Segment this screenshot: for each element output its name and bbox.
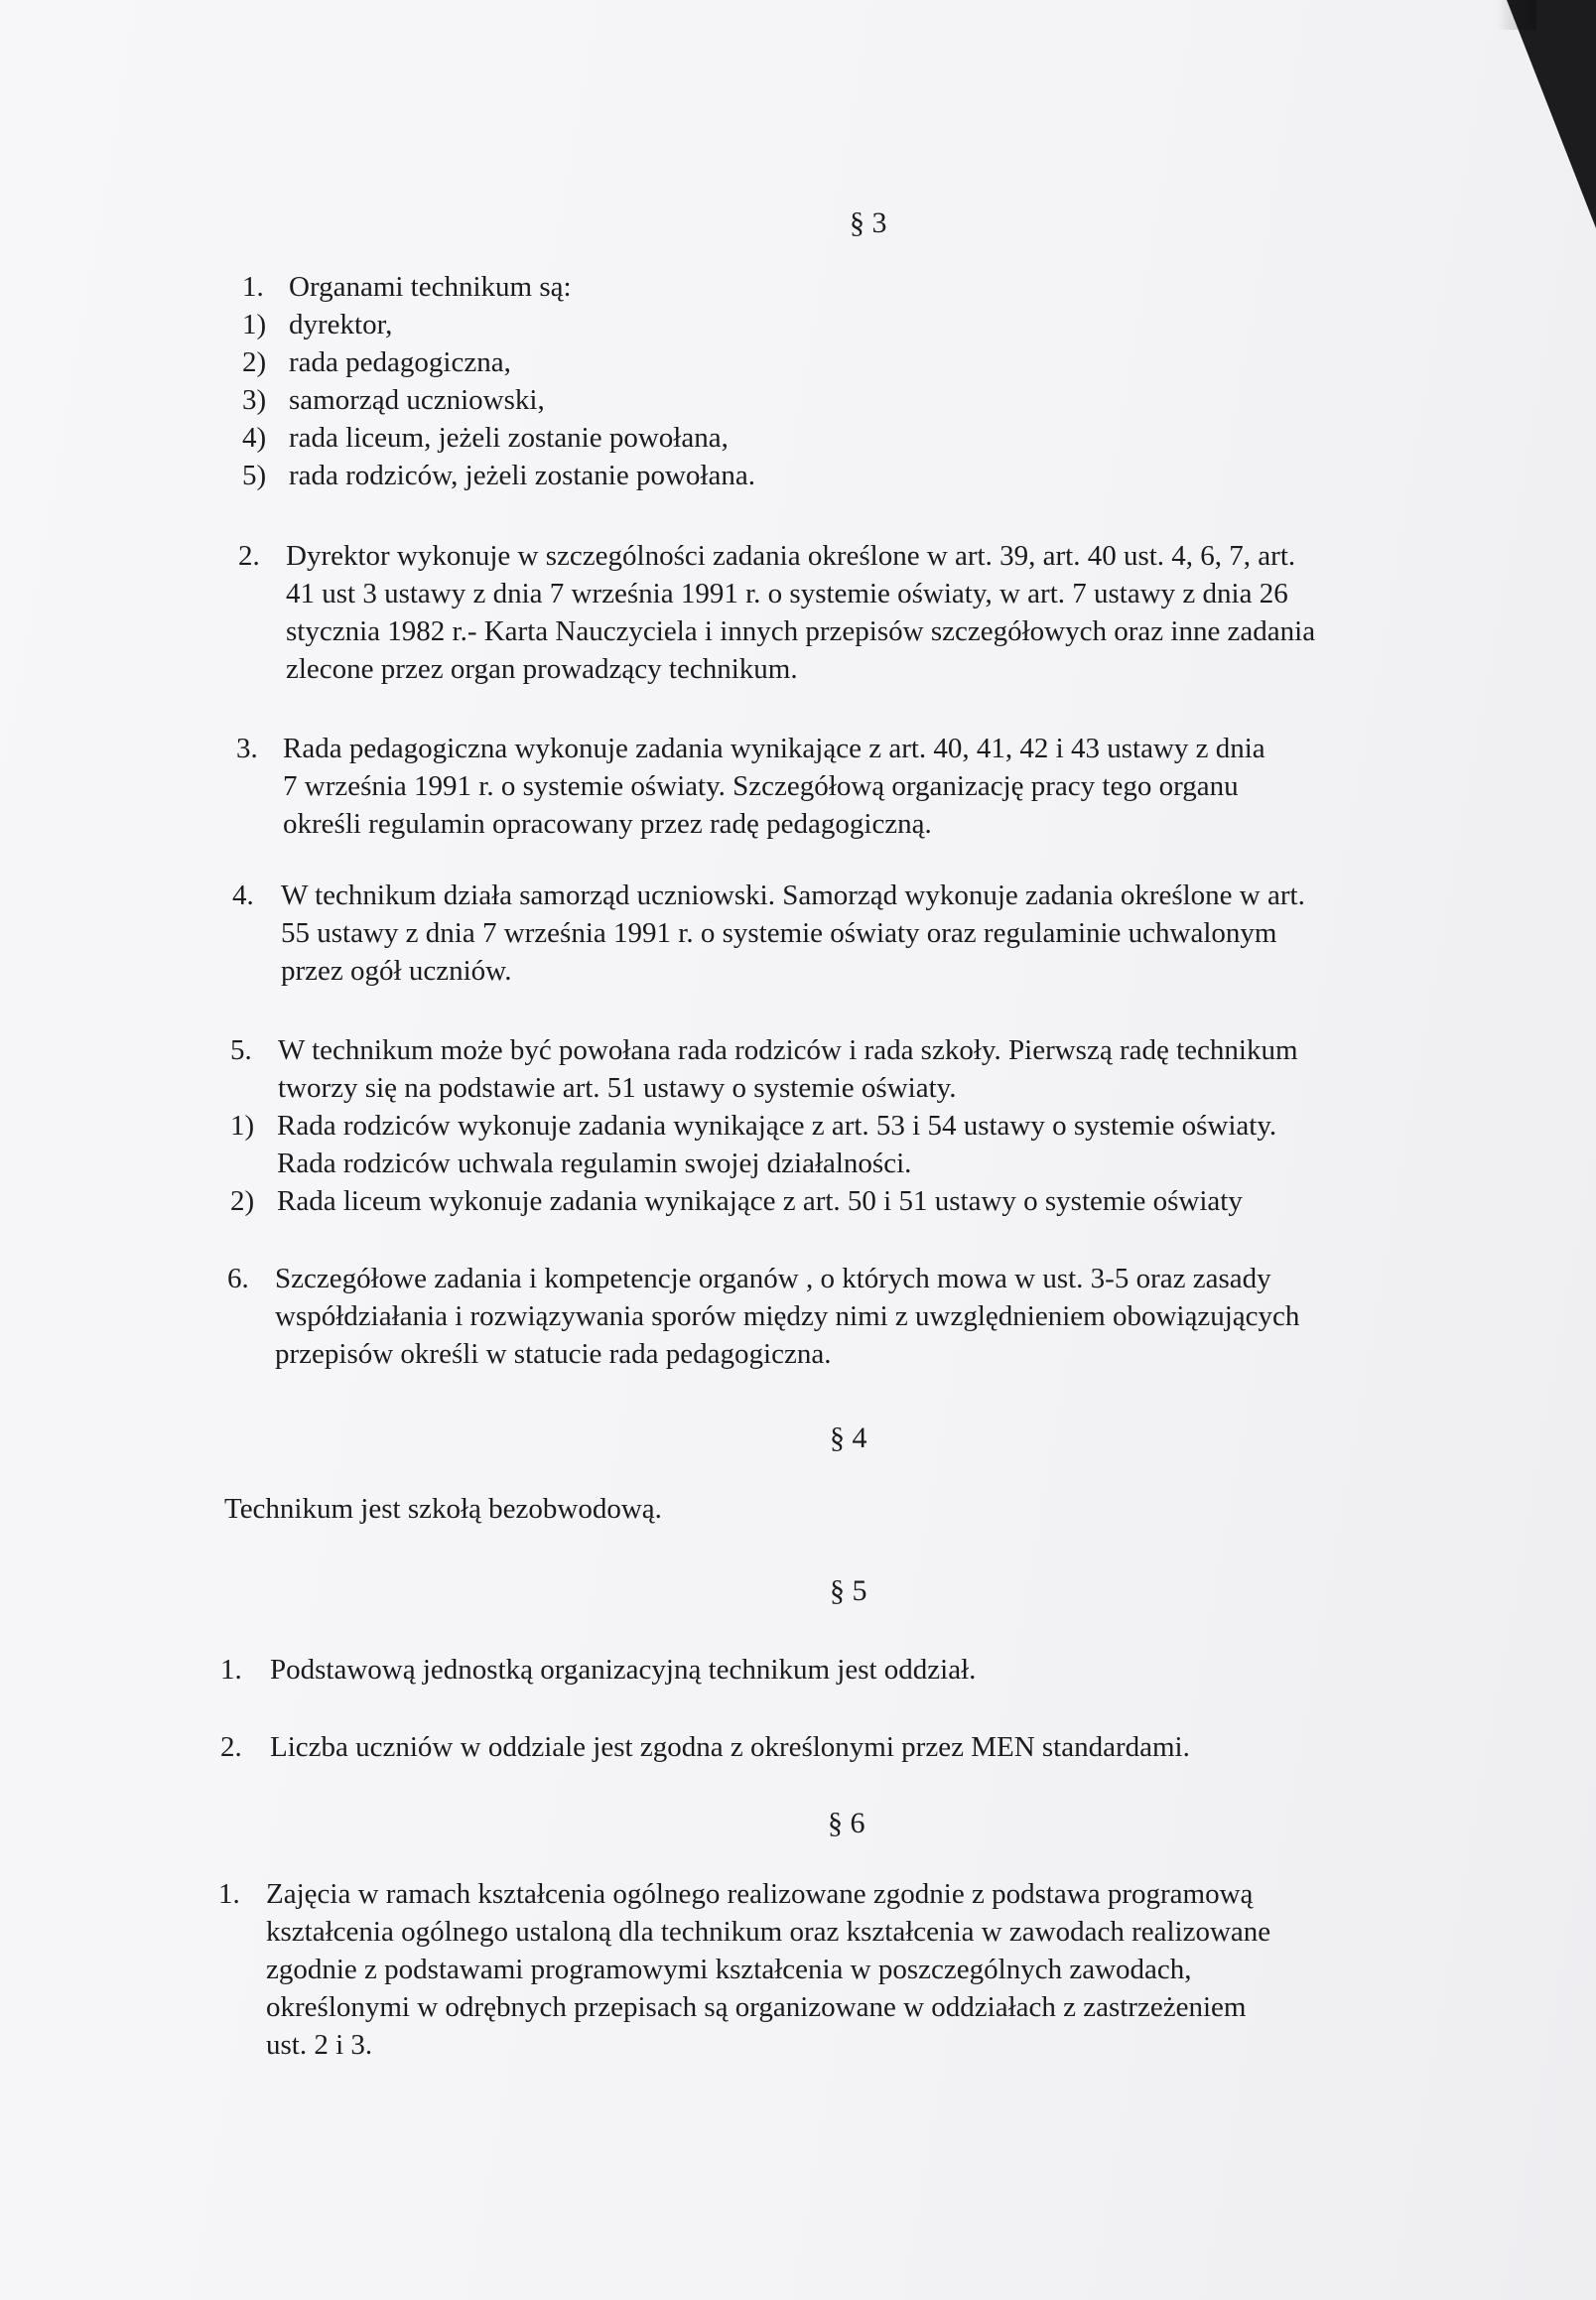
s3-p2-line: Dyrektor wykonuje w szczególności zadania określone w art. 39, art. 40 ust. 4, 6, 7, art.: [286, 540, 1296, 572]
s3-p4-number: 4.: [232, 879, 254, 911]
s3-p6-number: 6.: [227, 1263, 249, 1294]
s3-p1-item-number: 1): [242, 309, 267, 340]
s3-p5-number: 5.: [230, 1034, 252, 1066]
s3-p3-number: 3.: [236, 733, 258, 764]
s3-p6-line: współdziałania i rozwiązywania sporów między nimi z uwzględnieniem obowiązujących: [275, 1300, 1300, 1332]
s3-p5-line: tworzy się na podstawie art. 51 ustawy o systemie oświaty.: [278, 1072, 957, 1104]
s5-item-number: 2.: [220, 1731, 242, 1763]
s3-p5-item-line: Rada rodziców uchwala regulamin swojej działalności.: [277, 1148, 912, 1179]
s3-p4-line: W technikum działa samorząd uczniowski. Samorząd wykonuje zadania określone w art.: [281, 879, 1305, 911]
s3-p2-number: 2.: [238, 540, 260, 572]
s3-p6-line: Szczegółowe zadania i kompetencje organów , o których mowa w ust. 3-5 oraz zasady: [275, 1263, 1271, 1294]
s3-p1-item: rada pedagogiczna,: [289, 346, 511, 378]
s3-p1-item-number: 3): [242, 384, 267, 416]
s4-text: Technikum jest szkołą bezobwodową.: [224, 1493, 662, 1525]
s3-p5-item-number: 1): [230, 1110, 255, 1142]
s3-p3-line: określi regulamin opracowany przez radę pedagogiczną.: [283, 808, 932, 840]
s6-p1-line: określonymi w odrębnych przepisach są organizowane w oddziałach z zastrzeżeniem: [266, 1991, 1247, 2023]
s3-p5-line: W technikum może być powołana rada rodziców i rada szkoły. Pierwszą radę technikum: [278, 1034, 1298, 1066]
section-6-heading: § 6: [828, 1807, 865, 1839]
corner-shade: [1497, 0, 1536, 30]
s3-p2-line: 41 ust 3 ustawy z dnia 7 września 1991 r. o systemie oświaty, w art. 7 ustawy z dnia 26: [286, 578, 1288, 609]
s3-p4-line: przez ogół uczniów.: [281, 955, 512, 987]
s6-p1-number: 1.: [218, 1878, 240, 1910]
s3-p6-line: przepisów określi w statucie rada pedagogiczna.: [275, 1338, 832, 1370]
s3-p3-line: 7 września 1991 r. o systemie oświaty. Szczegółową organizację pracy tego organu: [283, 770, 1239, 802]
s6-p1-line: Zajęcia w ramach kształcenia ogólnego realizowane zgodnie z podstawa programową: [266, 1878, 1254, 1910]
section-5-heading: § 5: [830, 1574, 867, 1607]
s3-p3-line: Rada pedagogiczna wykonuje zadania wynikające z art. 40, 41, 42 i 43 ustawy z dnia: [283, 733, 1265, 764]
s3-p1-item-number: 2): [242, 346, 267, 378]
s3-p1-item: rada rodziców, jeżeli zostanie powołana.: [289, 460, 755, 491]
s6-p1-line: ust. 2 i 3.: [266, 2029, 373, 2061]
s3-p5-item-line: Rada liceum wykonuje zadania wynikające z art. 50 i 51 ustawy o systemie oświaty: [277, 1185, 1243, 1217]
s3-p5-item-line: Rada rodziców wykonuje zadania wynikające z art. 53 i 54 ustawy o systemie oświaty.: [277, 1110, 1277, 1142]
section-4-heading: § 4: [830, 1421, 867, 1454]
s3-p4-line: 55 ustawy z dnia 7 września 1991 r. o systemie oświaty oraz regulaminie uchwalonym: [281, 917, 1277, 949]
s3-p1-number: 1.: [242, 271, 264, 303]
s3-p1-item: dyrektor,: [289, 309, 393, 340]
s6-p1-line: kształcenia ogólnego ustaloną dla technikum oraz kształcenia w zawodach realizowane: [266, 1916, 1271, 1948]
s3-p1-item-number: 5): [242, 460, 267, 491]
s3-p5-item-number: 2): [230, 1185, 255, 1217]
s6-p1-line: zgodnie z podstawami programowymi kształcenia w poszczególnych zawodach,: [266, 1954, 1192, 1985]
folded-corner-shadow: [1507, 0, 1596, 228]
s3-p1-item-number: 4): [242, 422, 267, 454]
s3-p1-item: samorząd uczniowski,: [289, 384, 545, 416]
s5-item-text: Podstawową jednostką organizacyjną technikum jest oddział.: [270, 1654, 977, 1686]
s5-item-number: 1.: [220, 1654, 242, 1686]
s3-p2-line: zlecone przez organ prowadzący technikum.: [286, 653, 798, 685]
section-3-heading: § 3: [850, 206, 887, 239]
s3-p1-text: Organami technikum są:: [289, 271, 572, 303]
s3-p1-item: rada liceum, jeżeli zostanie powołana,: [289, 422, 729, 454]
s5-item-text: Liczba uczniów w oddziale jest zgodna z określonymi przez MEN standardami.: [270, 1731, 1190, 1763]
s3-p2-line: stycznia 1982 r.- Karta Nauczyciela i innych przepisów szczegółowych oraz inne zadania: [286, 615, 1316, 647]
